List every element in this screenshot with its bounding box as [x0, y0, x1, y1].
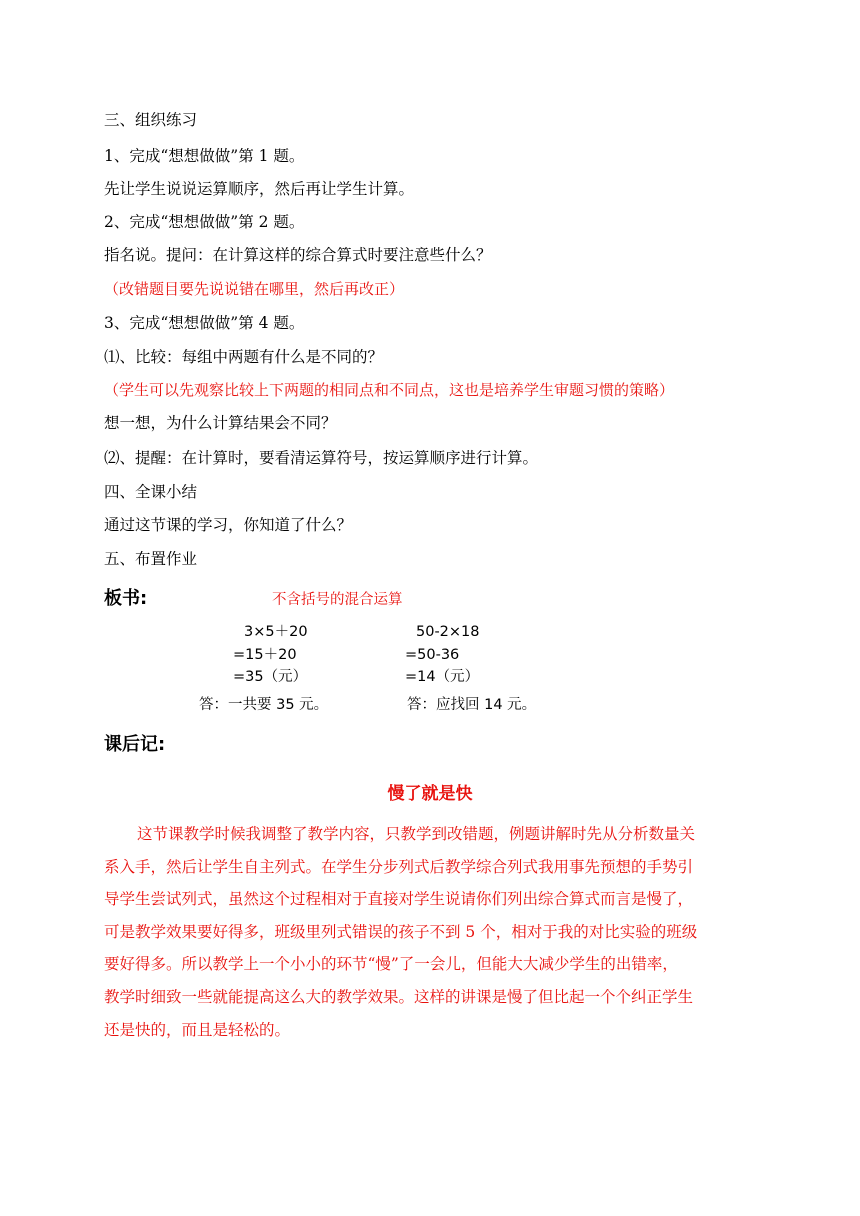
section-heading-homework: 五、布置作业: [104, 550, 198, 568]
reflection-paragraph: [104, 818, 760, 1046]
summary-question: 通过这节课的学习，你知道了什么？: [104, 516, 353, 534]
reflection-row: 要好得多。所以教学上一个小小的环节“慢”了一会儿，但能大大减少学生的出错率，: [104, 955, 678, 974]
reflection-row: 这节课教学时候我调整了教学内容，只教学到改错题，例题讲解时先从分析数量关: [137, 825, 696, 843]
step-2-hint: （改错题目要先说说错在哪里，然后再改正）: [104, 280, 405, 298]
board-right-line-2: =50-36: [405, 647, 460, 663]
section-heading-practice: 三、组织练习: [104, 111, 198, 129]
step-1-note: 先让学生说说运算顺序，然后再让学生计算。: [104, 180, 415, 198]
reflection-row: 导学生尝试列式，虽然这个过程相对于直接对学生说请你们列出综合算式而言是慢了，: [104, 890, 694, 909]
step-3: 3、完成“想想做做”第 4 题。: [104, 314, 305, 332]
board-right-line-3: =14（元）: [405, 669, 480, 685]
step-3-remind: ⑵、提醒：在计算时，要看清运算符号，按运算顺序进行计算。: [104, 449, 539, 467]
board-left-line-2: =15＋20: [233, 647, 297, 663]
step-1: 1、完成“想想做做”第 1 题。: [104, 147, 305, 165]
reflection-title: 慢了就是快: [387, 784, 473, 804]
reflection-row: 还是快的，而且是轻松的。: [104, 1020, 291, 1039]
reflection-row: 系入手，然后让学生自主列式。在学生分步列式后教学综合列式我用事先预想的手势引: [104, 857, 694, 876]
reflection-row: 可是教学效果要好得多，班级里列式错误的孩子不到 5 个，相对于我的对比实验的班级: [104, 922, 698, 941]
board-title: 不含括号的混合运算: [272, 592, 403, 608]
step-3-compare: ⑴、比较：每组中两题有什么是不同的？: [104, 348, 384, 366]
section-heading-summary: 四、全课小结: [104, 483, 198, 501]
reflection-row: 教学时细致一些就能提高这么大的教学效果。这样的讲课是慢了但比起一个个纠正学生: [104, 987, 694, 1006]
step-3-hint: （学生可以先观察比较上下两题的相同点和不同点，这也是培养学生审题习惯的策略）: [104, 381, 675, 399]
board-left-line-1: 3×5＋20: [244, 624, 308, 640]
step-2-note: 指名说。提问：在计算这样的综合算式时要注意些什么？: [104, 246, 492, 264]
step-2: 2、完成“想想做做”第 2 题。: [104, 213, 305, 231]
board-label: 板书:: [104, 588, 148, 609]
board-left-answer: 答：一共要 35 元。: [199, 697, 329, 713]
step-3-think: 想一想，为什么计算结果会不同？: [104, 414, 337, 432]
board-right-answer: 答：应找回 14 元。: [407, 697, 537, 713]
reflection-label: 课后记:: [104, 734, 166, 755]
board-right-line-1: 50-2×18: [416, 624, 480, 640]
board-left-line-3: =35（元）: [233, 669, 308, 685]
